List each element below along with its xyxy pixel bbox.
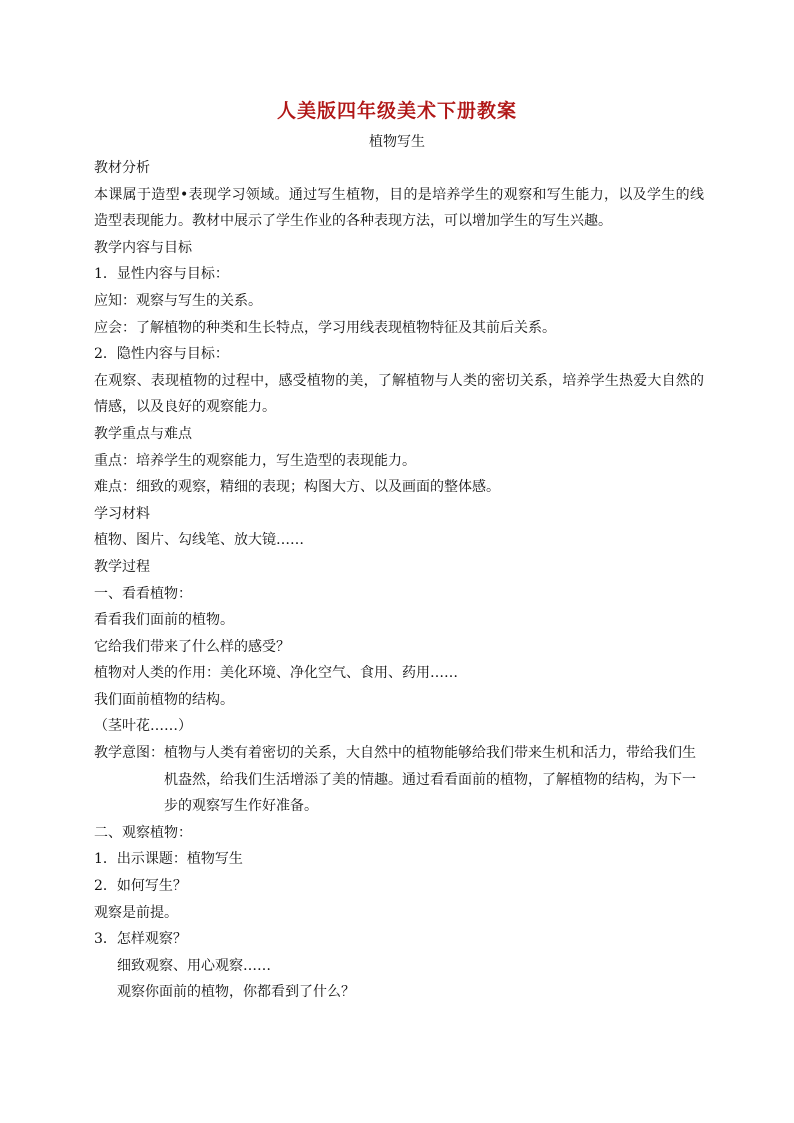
body-line: 难点：细致的观察，精细的表现；构图大方、以及画面的整体感。: [94, 479, 500, 496]
body-line: 观察是前提。: [94, 904, 178, 921]
body-line: 植物对人类的作用：美化环境、净化空气、食用、药用……: [94, 665, 458, 682]
paragraph: 在观察、表现植物的过程中，感受植物的美，了解植物与人类的密切关系，培养学生热爱大自然的情感，以及良好的观察能力。: [94, 372, 704, 416]
body-line: 重点：培养学生的观察能力，写生造型的表现能力。: [94, 452, 416, 469]
teaching-intent-label: 教学意图：: [94, 745, 164, 762]
paragraph: 本课属于造型•表现学习领域。通过写生植物，目的是培养学生的观察和写生能力，以及学生的线造型表现能力。教材中展示了学生作业的各种表现方法，可以增加学生的写生兴趣。: [94, 186, 704, 230]
numbered-item: 1．出示课题：植物写生: [94, 851, 243, 868]
body-line: 看看我们面前的植物。: [94, 612, 234, 629]
body-line: 我们面前植物的结构。: [94, 691, 234, 708]
body-line: 应知：观察与写生的关系。: [94, 292, 262, 309]
section-heading: 学习材料: [94, 505, 150, 522]
lesson-title: 植物写生: [369, 134, 425, 150]
numbered-item: 2．隐性内容与目标：: [94, 346, 229, 363]
numbered-item: 一、看看植物：: [94, 585, 192, 602]
body-line: （茎叶花……）: [94, 718, 192, 735]
document-body: [94, 155, 704, 1006]
numbered-item: 2．如何写生？: [94, 878, 187, 895]
body-line: 应会：了解植物的种类和生长特点，学习用线表现植物特征及其前后关系。: [94, 319, 556, 336]
numbered-item: 二、观察植物：: [94, 824, 192, 841]
section-heading: 教学过程: [94, 558, 150, 575]
section-heading: 教学内容与目标: [94, 239, 192, 256]
body-line: 观察你面前的植物，你都看到了什么？: [117, 984, 355, 1001]
body-line: 它给我们带来了什么样的感受？: [94, 638, 290, 655]
body-line: 植物、图片、勾线笔、放大镜……: [94, 532, 304, 549]
body-line: 细致观察、用心观察……: [117, 957, 271, 974]
section-heading: 教材分析: [94, 160, 150, 176]
section-heading: 教学重点与难点: [94, 425, 192, 442]
document-title: 人美版四年级美术下册教案: [276, 100, 517, 122]
teaching-intent: [94, 740, 704, 820]
numbered-item: 3．怎样观察？: [94, 931, 187, 948]
numbered-item: 1．显性内容与目标：: [94, 266, 229, 283]
teaching-intent-text: 植物与人类有着密切的关系，大自然中的植物能够给我们带来生机和活力，带给我们生机盎然，给我们生活增添了美的情趣。通过看看面前的植物，了解植物的结构，为下一步的观察写生作好准备。: [164, 745, 696, 815]
